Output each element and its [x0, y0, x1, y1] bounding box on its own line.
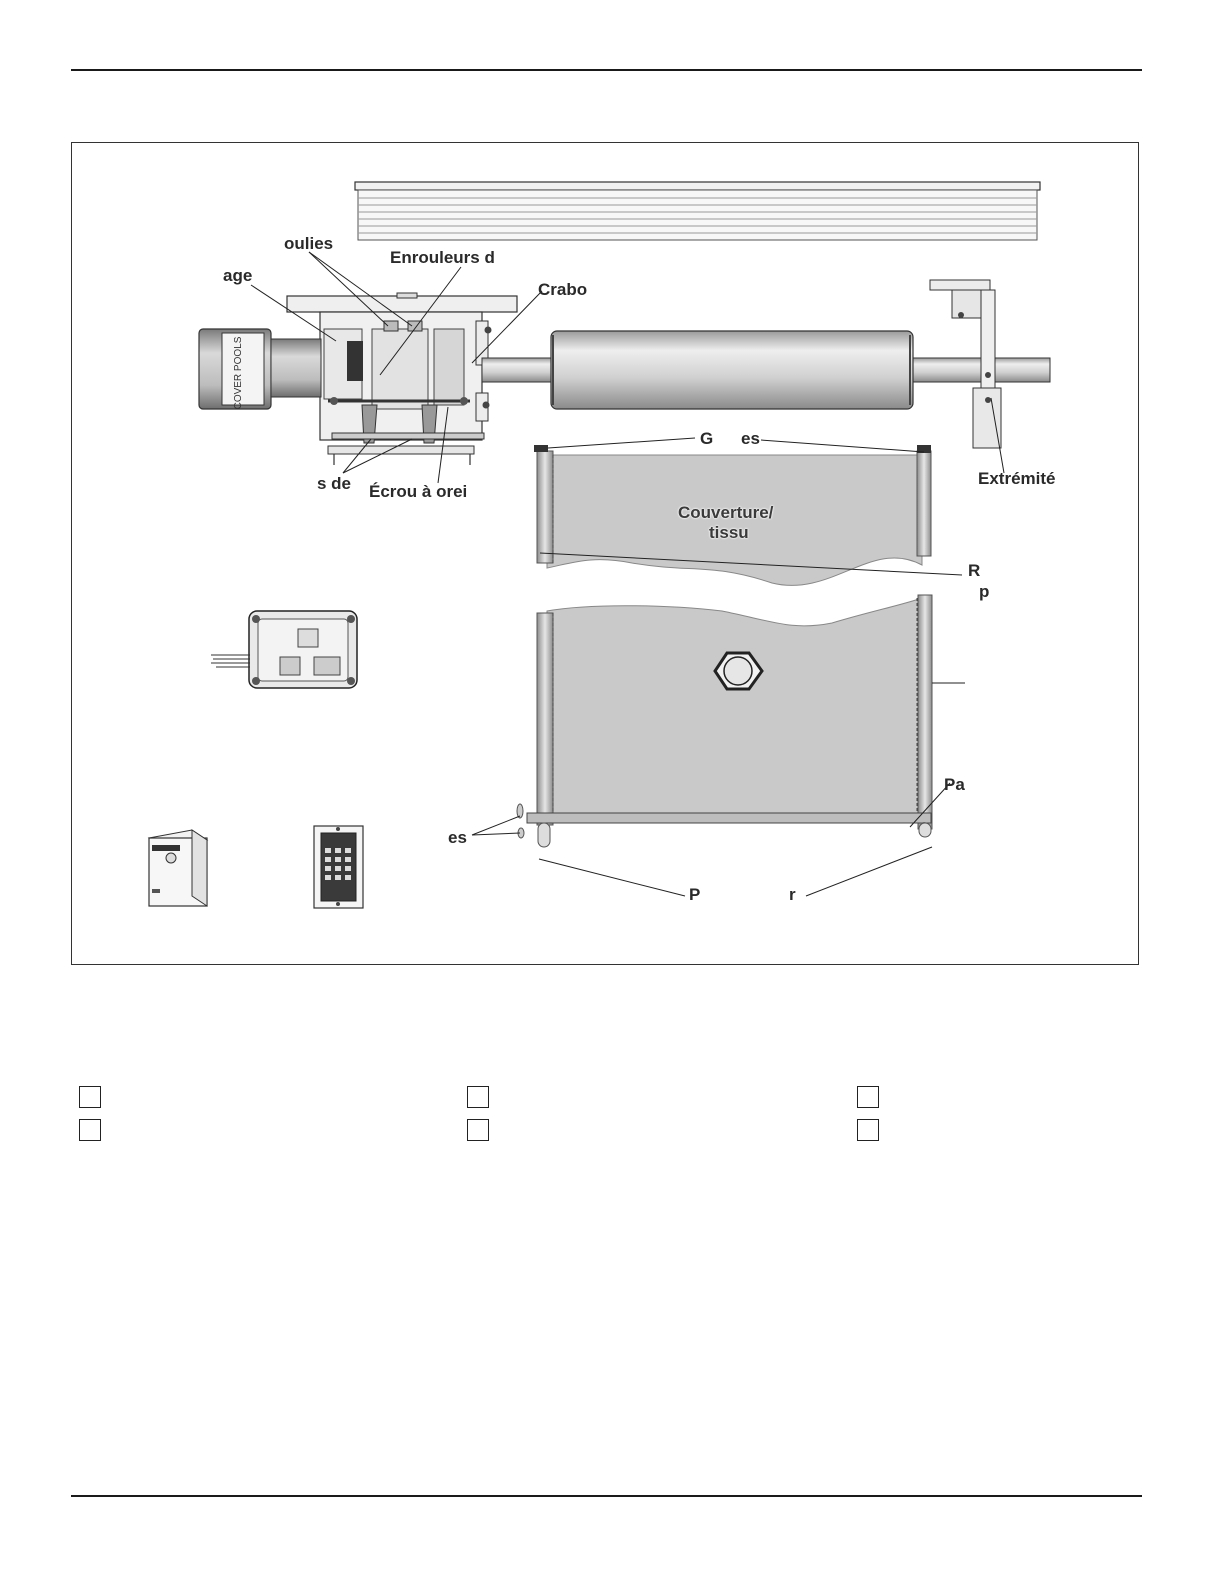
- label-cage: age: [223, 266, 253, 285]
- label-guides-es: es: [741, 429, 760, 448]
- checkbox-r1-c2[interactable]: [467, 1086, 489, 1108]
- housing-lid: [355, 182, 1040, 240]
- label-es-left: es: [448, 828, 467, 847]
- motor-brand-text: COVER POOLS: [233, 336, 244, 410]
- checkbox-r2-c2[interactable]: [467, 1119, 489, 1141]
- label-enrouleurs: Enrouleurs d: [390, 248, 495, 267]
- checkbox-r2-c3[interactable]: [857, 1119, 879, 1141]
- label-ecrou: Écrou à orei: [369, 482, 468, 501]
- label-pa: Pa: [944, 775, 965, 794]
- label-poulies: oulies: [284, 234, 334, 253]
- checkbox-r1-c1[interactable]: [79, 1086, 101, 1108]
- label-p-bottom: P: [689, 885, 701, 904]
- label-extremite: Extrémité: [978, 469, 1056, 488]
- checkbox-r1-c3[interactable]: [857, 1086, 879, 1108]
- roller-tube: [482, 331, 1050, 409]
- label-guides: G: [700, 429, 714, 448]
- label-p-small: p: [979, 582, 990, 601]
- label-r: R: [968, 561, 981, 580]
- cover-lower: [517, 595, 932, 847]
- label-couverture: Couverture/: [678, 503, 774, 522]
- bottom-rule: [71, 1495, 1142, 1497]
- motor: [199, 329, 321, 409]
- top-rule: [71, 69, 1142, 71]
- label-crabot: Crabo: [538, 280, 588, 299]
- label-sde: s de: [317, 474, 352, 493]
- checkbox-r2-c1[interactable]: [79, 1119, 101, 1141]
- figure-frame: [71, 142, 1139, 965]
- label-r-bottom: r: [789, 885, 796, 904]
- label-tissu: tissu: [709, 523, 749, 542]
- keypad: [314, 826, 363, 908]
- key-switch: [149, 830, 207, 906]
- control-box: [211, 611, 357, 688]
